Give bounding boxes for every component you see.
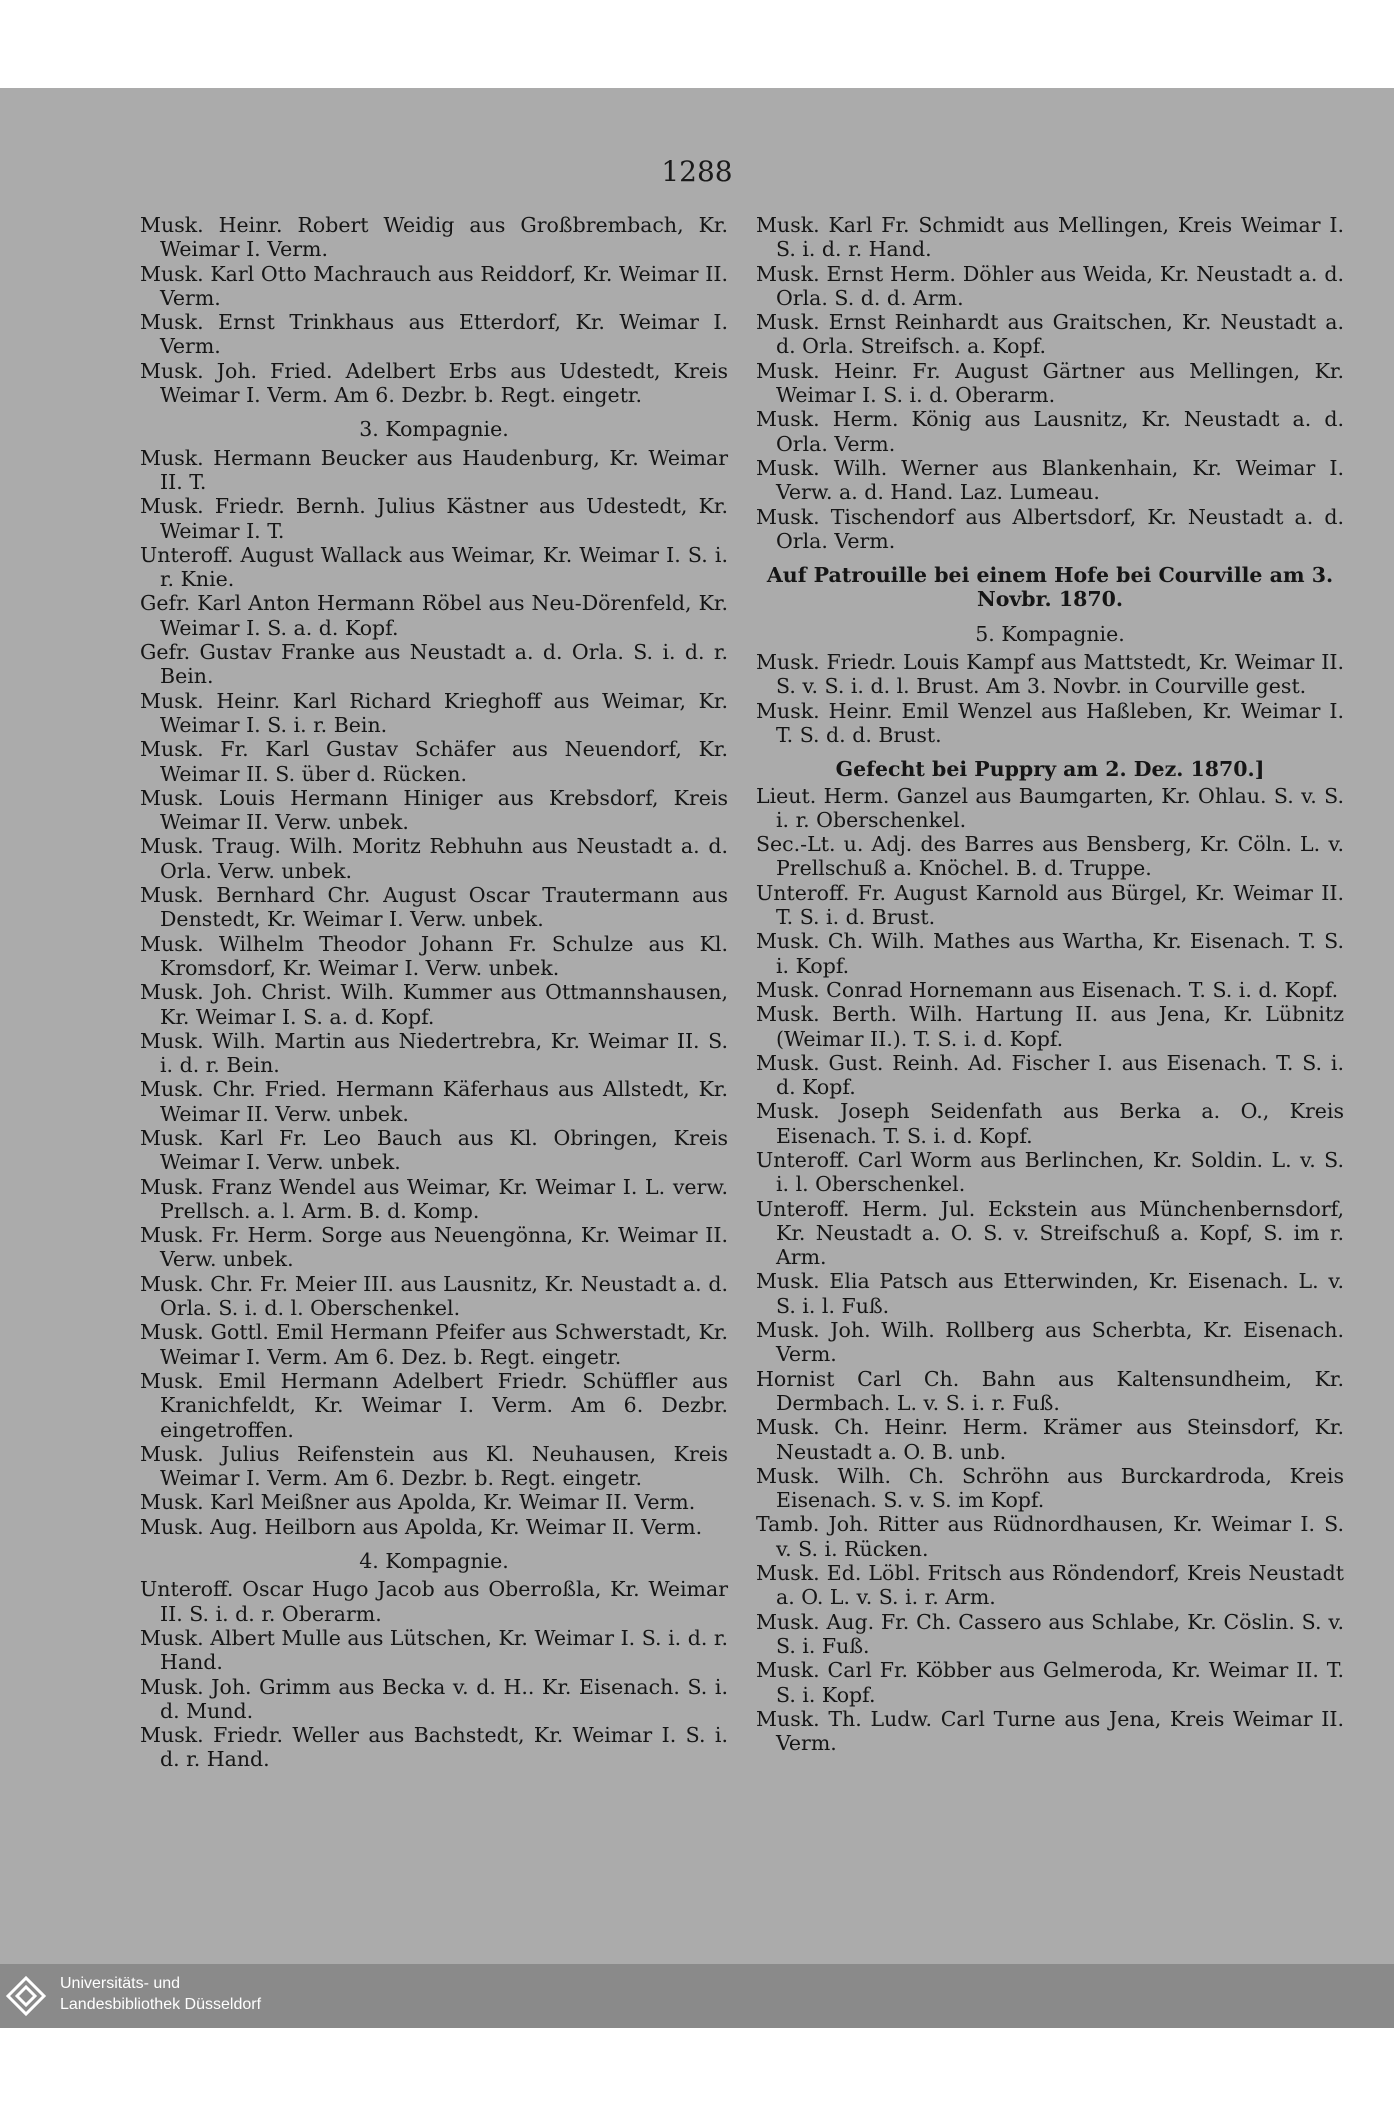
casualty-entry: Musk. Friedr. Weller aus Bachstedt, Kr. Weimar I. S. i. d. r. Hand. (140, 1723, 728, 1772)
casualty-entry: Musk. Ch. Heinr. Herm. Krämer aus Steinsdorf, Kr. Neustadt a. O. B. unb. (756, 1415, 1344, 1464)
casualty-entry: Musk. Gottl. Emil Hermann Pfeifer aus Schwerstadt, Kr. Weimar I. Verm. Am 6. Dez. b. Regt. eingetr. (140, 1320, 728, 1369)
casualty-entry: Musk. Karl Fr. Schmidt aus Mellingen, Kreis Weimar I. S. i. d. r. Hand. (756, 213, 1344, 262)
casualty-entry: Musk. Heinr. Karl Richard Krieghoff aus Weimar, Kr. Weimar I. S. i. r. Bein. (140, 688, 728, 737)
casualty-entry: Lieut. Herm. Ganzel aus Baumgarten, Kr. Ohlau. S. v. S. i. r. Oberschenkel. (756, 783, 1344, 832)
casualty-entry: Musk. Friedr. Bernh. Julius Kästner aus Udestedt, Kr. Weimar I. T. (140, 494, 728, 543)
casualty-entry: Musk. Elia Patsch aus Etterwinden, Kr. Eisenach. L. v. S. i. l. Fuß. (756, 1269, 1344, 1318)
casualty-entry: Gefr. Karl Anton Hermann Röbel aus Neu-Dörenfeld, Kr. Weimar I. S. a. d. Kopf. (140, 591, 728, 640)
casualty-entry: Musk. Karl Otto Machrauch aus Reiddorf, Kr. Weimar II. Verm. (140, 261, 728, 310)
casualty-entry: Musk. Karl Meißner aus Apolda, Kr. Weimar II. Verm. (140, 1490, 696, 1515)
entry-group-c (756, 784, 1344, 1756)
casualty-entry: Musk. Chr. Fr. Meier III. aus Lausnitz, Kr. Neustadt a. d. Orla. S. i. d. l. Oberschenkel. (140, 1271, 728, 1321)
casualty-entry: Gefr. Gustav Franke aus Neustadt a. d. Orla. S. i. d. r. Bein. (140, 640, 728, 689)
casualty-entry: Unteroff. Fr. August Karnold aus Bürgel, Kr. Weimar II. T. S. i. d. Brust. (756, 880, 1344, 930)
casualty-entry: Unteroff. Herm. Jul. Eckstein aus Münchenbernsdorf, Kr. Neustadt a. O. S. v. Streifschuß a. Kopf, S. im r. Arm. (756, 1196, 1344, 1270)
casualty-entry: Musk. Fr. Karl Gustav Schäfer aus Neuendorf, Kr. Weimar II. S. über d. Rücken. (140, 737, 728, 786)
casualty-entry: Musk. Carl Fr. Köbber aus Gelmeroda, Kr. Weimar II. T. S. i. Kopf. (756, 1658, 1344, 1707)
casualty-entry: Hornist Carl Ch. Bahn aus Kaltensundheim, Kr. Dermbach. L. v. S. i. r. Fuß. (756, 1366, 1344, 1415)
casualty-entry: Unteroff. Oscar Hugo Jacob aus Oberroßla, Kr. Weimar II. S. i. d. r. Oberarm. (140, 1577, 728, 1626)
section-title: Gefecht bei Puppry am 2. Dez. 1870.] (835, 757, 1265, 782)
casualty-entry: Unteroff. Carl Worm aus Berlinchen, Kr. Soldin. L. v. S. i. l. Oberschenkel. (756, 1147, 1344, 1197)
casualty-entry: Sec.-Lt. u. Adj. des Barres aus Bensberg, Kr. Cöln. L. v. Prellschuß a. Knöchel. B. d. Truppe. (756, 832, 1344, 881)
entry-group-b (140, 446, 728, 1539)
casualty-entry: Musk. Joh. Fried. Adelbert Erbs aus Udestedt, Kreis Weimar I. Verm. Am 6. Dezbr. b. Regt. eingetr. (140, 358, 728, 408)
library-logo-icon (0, 1970, 52, 2022)
section-title: Auf Patrouille bei einem Hofe bei Courville am 3. Novbr. 1870. (766, 563, 1334, 612)
casualty-entry: Musk. Aug. Fr. Ch. Cassero aus Schlabe, Kr. Cöslin. S. v. S. i. Fuß. (756, 1609, 1344, 1658)
entry-group-c (140, 1577, 728, 1771)
casualty-entry: Musk. Julius Reifenstein aus Kl. Neuhausen, Kreis Weimar I. Verm. Am 6. Dezbr. b. Regt. eingetr. (140, 1441, 728, 1491)
company-heading: 3. Kompagnie. (359, 417, 509, 442)
casualty-entry: Musk. Joh. Grimm aus Becka v. d. H.. Kr. Eisenach. S. i. d. Mund. (140, 1674, 728, 1723)
casualty-entry: Musk. Traug. Wilh. Moritz Rebhuhn aus Neustadt a. d. Orla. Verw. unbek. (140, 834, 728, 883)
left-column (140, 213, 728, 1772)
library-name-line1: Universitäts- und (60, 1975, 181, 1992)
library-name[interactable] (60, 1973, 261, 2015)
library-name-line2: Landesbibliothek Düsseldorf (60, 1996, 262, 2013)
casualty-entry: Musk. Ernst Reinhardt aus Graitschen, Kr. Neustadt a. d. Orla. Streifsch. a. Kopf. (756, 310, 1344, 359)
casualty-entry: Musk. Louis Hermann Hiniger aus Krebsdorf, Kreis Weimar II. Verw. unbek. (140, 785, 728, 835)
entry-group-a (140, 213, 728, 407)
company-heading: 4. Kompagnie. (359, 1549, 509, 1574)
casualty-entry: Musk. Bernhard Chr. August Oscar Trautermann aus Denstedt, Kr. Weimar I. Verw. unbek. (140, 883, 728, 932)
casualty-entry: Musk. Tischendorf aus Albertsdorf, Kr. Neustadt a. d. Orla. Verm. (756, 504, 1344, 553)
company-heading: 5. Kompagnie. (975, 621, 1125, 646)
casualty-entry: Musk. Ernst Trinkhaus aus Etterdorf, Kr. Weimar I. Verm. (140, 310, 728, 359)
casualty-entry: Musk. Joseph Seidenfath aus Berka a. O., Kreis Eisenach. T. S. i. d. Kopf. (756, 1099, 1344, 1148)
casualty-entry: Musk. Emil Hermann Adelbert Friedr. Schüffler aus Kranichfeldt, Kr. Weimar I. Verm. Am 6. Dezbr. eingetroffen. (140, 1368, 728, 1442)
casualty-entry: Musk. Wilh. Werner aus Blankenhain, Kr. Weimar I. Verw. a. d. Hand. Laz. Lumeau. (756, 455, 1344, 505)
casualty-entry: Musk. Th. Ludw. Carl Turne aus Jena, Kreis Weimar II. Verm. (756, 1706, 1344, 1756)
casualty-entry: Musk. Conrad Hornemann aus Eisenach. T. S. i. d. Kopf. (756, 977, 1339, 1002)
casualty-entry: Musk. Ch. Wilh. Mathes aus Wartha, Kr. Eisenach. T. S. i. Kopf. (756, 929, 1344, 978)
entry-group-a (756, 213, 1344, 553)
casualty-entry: Musk. Herm. König aus Lausnitz, Kr. Neustadt a. d. Orla. Verm. (756, 407, 1344, 456)
casualty-entry: Musk. Aug. Heilborn aus Apolda, Kr. Weimar II. Verm. (140, 1514, 703, 1539)
casualty-entry: Musk. Fr. Herm. Sorge aus Neuengönna, Kr. Weimar II. Verw. unbek. (140, 1223, 728, 1272)
casualty-entry: Musk. Chr. Fried. Hermann Käferhaus aus Allstedt, Kr. Weimar II. Verw. unbek. (140, 1077, 728, 1126)
casualty-entry: Unteroff. August Wallack aus Weimar, Kr. Weimar I. S. i. r. Knie. (140, 542, 728, 592)
casualty-entry: Musk. Franz Wendel aus Weimar, Kr. Weimar I. L. verw. Prellsch. a. l. Arm. B. d. Komp. (140, 1174, 728, 1223)
casualty-entry: Musk. Heinr. Emil Wenzel aus Haßleben, Kr. Weimar I. T. S. d. d. Brust. (756, 698, 1344, 747)
casualty-entry: Musk. Wilh. Ch. Schröhn aus Burckardroda, Kreis Eisenach. S. v. S. im Kopf. (756, 1463, 1344, 1513)
casualty-entry: Musk. Wilhelm Theodor Johann Fr. Schulze aus Kl. Kromsdorf, Kr. Weimar I. Verw. unbek. (140, 931, 728, 980)
entry-group-b (756, 650, 1344, 747)
casualty-entry: Musk. Hermann Beucker aus Haudenburg, Kr. Weimar II. T. (140, 445, 728, 494)
casualty-entry: Musk. Albert Mulle aus Lütschen, Kr. Weimar I. S. i. d. r. Hand. (140, 1625, 728, 1675)
casualty-entry: Musk. Ed. Löbl. Fritsch aus Röndendorf, Kreis Neustadt a. O. L. v. S. i. r. Arm. (756, 1561, 1344, 1610)
casualty-entry: Musk. Joh. Christ. Wilh. Kummer aus Ottmannshausen, Kr. Weimar I. S. a. d. Kopf. (140, 980, 728, 1029)
casualty-entry: Musk. Friedr. Louis Kampf aus Mattstedt, Kr. Weimar II. S. v. S. i. d. l. Brust. Am 3. Novbr. in Courville gest. (756, 650, 1344, 699)
casualty-entry: Musk. Wilh. Martin aus Niedertrebra, Kr. Weimar II. S. i. d. r. Bein. (140, 1028, 728, 1078)
casualty-entry: Musk. Ernst Herm. Döhler aus Weida, Kr. Neustadt a. d. Orla. S. d. d. Arm. (756, 261, 1344, 310)
casualty-entry: Tamb. Joh. Ritter aus Rüdnordhausen, Kr. Weimar I. S. v. S. i. Rücken. (756, 1512, 1344, 1561)
casualty-entry: Musk. Heinr. Fr. August Gärtner aus Mellingen, Kr. Weimar I. S. i. d. Oberarm. (756, 358, 1344, 408)
casualty-entry: Musk. Joh. Wilh. Rollberg aus Scherbta, Kr. Eisenach. Verm. (756, 1318, 1344, 1367)
right-column (756, 213, 1344, 1755)
casualty-entry: Musk. Heinr. Robert Weidig aus Großbrembach, Kr. Weimar I. Verm. (140, 213, 728, 262)
casualty-entry: Musk. Berth. Wilh. Hartung II. aus Jena, Kr. Lübnitz (Weimar II.). T. S. i. d. Kopf. (756, 1002, 1344, 1051)
page-number: 1288 (661, 155, 733, 188)
casualty-entry: Musk. Karl Fr. Leo Bauch aus Kl. Obringen, Kreis Weimar I. Verw. unbek. (140, 1125, 728, 1175)
casualty-entry: Musk. Gust. Reinh. Ad. Fischer I. aus Eisenach. T. S. i. d. Kopf. (756, 1050, 1344, 1100)
